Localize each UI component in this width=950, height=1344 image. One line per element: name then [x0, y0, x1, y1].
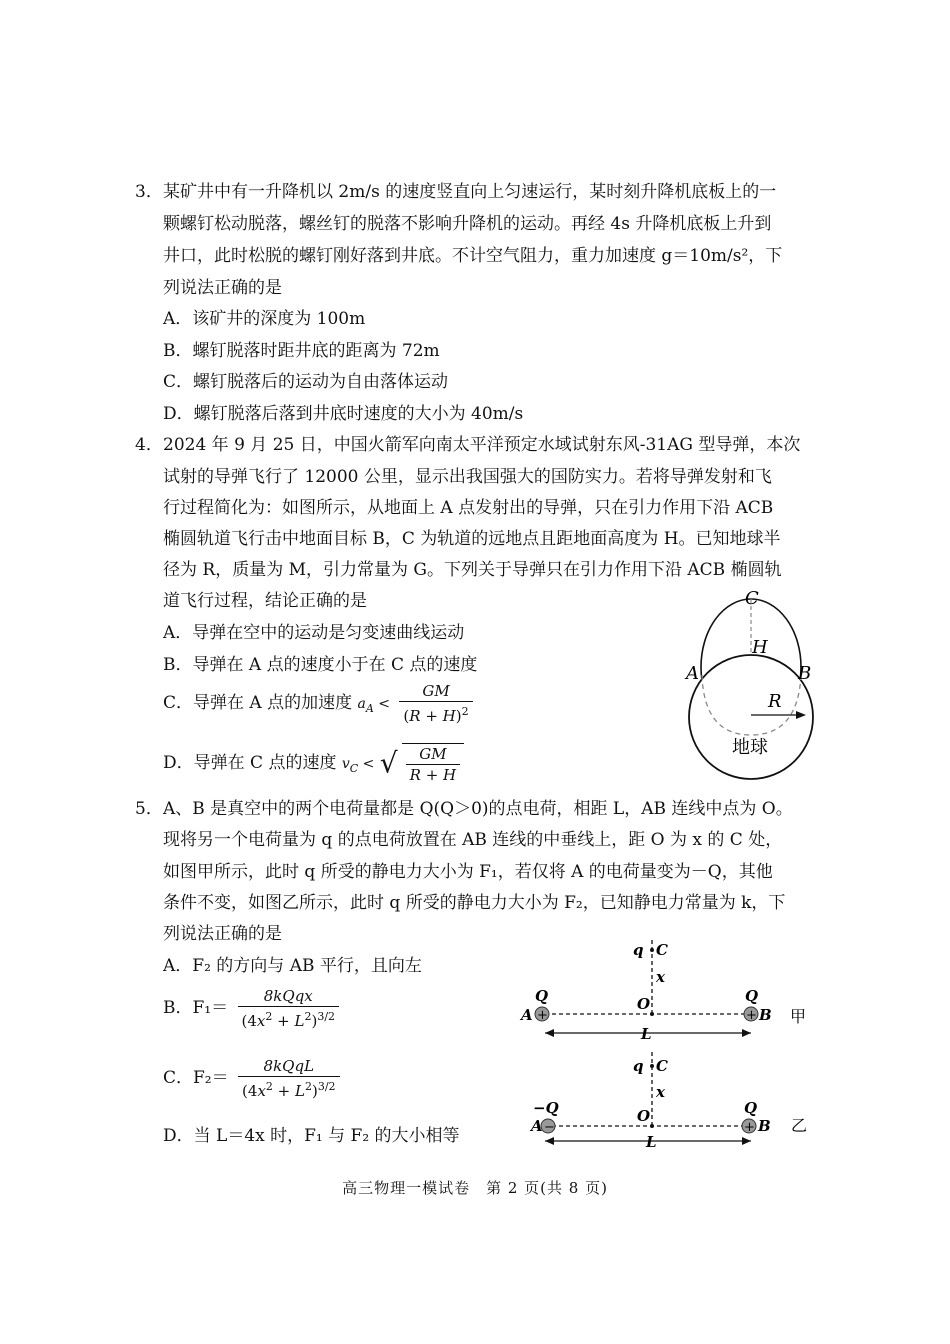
q3-option-d: D．螺钉脱落后落到井底时速度的大小为 40m/s	[163, 404, 524, 424]
label-h: H	[752, 637, 768, 658]
jia-l-left-arrow-icon	[545, 1029, 554, 1037]
q5-stem-line-2: 现将另一个电荷量为 q 的点电荷放置在 AB 连线的中垂线上，距 O 为 x 的 C 处，	[163, 830, 783, 850]
label-c: C	[745, 588, 759, 609]
q4-option-c-fraction: $\frac{GM}{(R + H)^2}$	[399, 681, 472, 726]
jia-label-a: A	[521, 1006, 533, 1024]
q4-option-d	[163, 740, 464, 792]
q5-stem-line-4: 条件不变，如图乙所示，此时 q 所受的静电力大小为 F₂，已知静电力常量为 k，下	[163, 893, 786, 913]
q5-stem-line-1: A、B 是真空中的两个电荷量都是 Q(Q＞0)的点电荷，相距 L，AB 连线中点为 O。	[163, 799, 793, 819]
q3-option-b: B．螺钉脱落时距井底的距离为 72m	[163, 341, 440, 361]
q5-option-a: A．F₂ 的方向与 AB 平行，且向左	[163, 956, 422, 976]
sqrt-sign-icon: √	[379, 746, 398, 780]
q4-stem-line-3: 行过程简化为：如图所示，从地面上 A 点发射出的导弹，只在引力作用下沿 ACB	[163, 498, 774, 518]
q4-stem-line-2: 试射的导弹飞行了 12000 公里，显示出我国强大的国防实力。若将导弹发射和飞	[163, 467, 772, 487]
jia-point-o	[650, 1012, 654, 1016]
yi-label-b: B	[758, 1117, 771, 1135]
q4-option-c	[163, 680, 473, 732]
yi-label-qb: Q	[744, 1099, 758, 1117]
yi-charge-a-minus: −	[544, 1120, 555, 1135]
jia-label-l: L	[641, 1025, 652, 1043]
yi-label-a: A	[531, 1117, 543, 1135]
q3-option-c: C．螺钉脱落后的运动为自由落体运动	[163, 372, 449, 392]
yi-l-right-arrow-icon	[742, 1137, 751, 1145]
q5-option-b	[163, 985, 339, 1031]
q4-stem-line-1: 2024 年 9 月 25 日，中国火箭军向南太平洋预定水域试射东风-31AG 型导弹，本次	[163, 435, 801, 455]
q5-option-c-fraction: $\frac{\text{8kQqL}}{(4x^2 + L^2)^{3/2}}$	[238, 1056, 340, 1101]
jia-label-o: O	[637, 995, 651, 1013]
jia-tag: 甲	[790, 1007, 807, 1026]
jia-label-x: x	[656, 968, 665, 986]
q4-number: 4．	[135, 435, 163, 455]
yi-label-l: L	[646, 1133, 657, 1151]
q3-option-a: A．该矿井的深度为 100m	[163, 309, 366, 329]
yi-label-q: q	[633, 1057, 644, 1075]
q3-number: 3．	[135, 182, 163, 202]
jia-point-c	[650, 948, 654, 952]
q3-stem-line-4: 列说法正确的是	[163, 278, 282, 298]
q4-option-d-fraction: $\frac{GM}{R + H}$	[402, 743, 465, 785]
q5-number: 5．	[135, 799, 163, 819]
yi-label-x: x	[656, 1083, 665, 1101]
label-r: R	[768, 691, 782, 712]
q4-stem-line-4: 椭圆轨道飞行击中地面目标 B，C 为轨道的远地点且距地面高度为 H。已知地球半	[163, 529, 781, 549]
q4-orbit-figure	[680, 585, 830, 785]
yi-point-o	[650, 1124, 654, 1128]
jia-label-b: B	[759, 1006, 772, 1024]
q5-option-b-prefix: B．F₁＝	[163, 998, 229, 1018]
q5-stem-line-3: 如图甲所示，此时 q 所受的静电力大小为 F₁，若仅将 A 的电荷量变为－Q，其他	[163, 862, 773, 882]
label-earth: 地球	[732, 737, 768, 758]
jia-label-qb: Q	[745, 987, 759, 1005]
q5-option-b-numerator: 8kQqx	[238, 986, 340, 1007]
yi-point-c	[650, 1064, 654, 1068]
q5-stem-line-5: 列说法正确的是	[163, 924, 282, 944]
earth-circle	[689, 655, 813, 779]
label-b: B	[798, 663, 812, 684]
yi-label-o: O	[637, 1107, 651, 1125]
q5-option-c	[163, 1055, 340, 1101]
jia-label-c: C	[656, 941, 668, 959]
q5-option-c-numerator: 8kQqL	[238, 1056, 340, 1077]
yi-l-left-arrow-icon	[545, 1137, 554, 1145]
q5-option-d: D．当 L＝4x 时，F₁ 与 F₂ 的大小相等	[163, 1126, 460, 1146]
yi-label-c: C	[656, 1057, 668, 1075]
yi-charge-b-plus: +	[744, 1120, 755, 1135]
q4-option-c-prefix: C．导弹在 A 点的加速度	[163, 693, 353, 713]
q4-option-d-symbol: $v_C$ <	[341, 756, 375, 775]
q5-option-c-prefix: C．F₂＝	[163, 1068, 229, 1088]
yi-tag: 乙	[791, 1116, 808, 1135]
q5-figure-jia	[515, 935, 815, 1045]
q4-option-b: B．导弹在 A 点的速度小于在 C 点的速度	[163, 655, 478, 675]
q4-option-c-symbol: $a_A$ <	[357, 696, 390, 715]
jia-label-q: q	[633, 941, 644, 959]
jia-l-right-arrow-icon	[742, 1029, 751, 1037]
yi-label-qa: −Q	[533, 1099, 559, 1117]
q3-stem-line-1: 某矿井中有一升降机以 2m/s 的速度竖直向上匀速运行，某时刻升降机底板上的一	[163, 182, 777, 202]
jia-label-qa: Q	[535, 987, 549, 1005]
jia-charge-b-plus: +	[746, 1008, 757, 1023]
label-a: A	[686, 663, 699, 684]
q4-option-d-prefix: D．导弹在 C 点的速度	[163, 753, 337, 773]
q4-stem-line-5: 径为 R，质量为 M，引力常量为 G。下列关于导弹只在引力作用下沿 ACB 椭圆轨	[163, 560, 782, 580]
q4-stem-line-6: 道飞行过程，结论正确的是	[163, 591, 367, 611]
q3-stem-line-3: 井口，此时松脱的螺钉刚好落到井底。不计空气阻力，重力加速度 g＝10m/s²，下	[163, 246, 783, 266]
page-footer: 高三物理一模试卷 第 2 页(共 8 页)	[342, 1179, 608, 1197]
jia-charge-a-plus: +	[537, 1008, 548, 1023]
q5-option-b-fraction: $\frac{\text{8kQqx}}{(4x^2 + L^2)^{3/2}}$	[238, 986, 340, 1031]
q4-option-a: A．导弹在空中的运动是匀变速曲线运动	[163, 623, 465, 643]
q3-stem-line-2: 颗螺钉松动脱落，螺丝钉的脱落不影响升降机的运动。再经 4s 升降机底板上升到	[163, 214, 772, 234]
q5-figure-yi	[515, 1047, 815, 1157]
